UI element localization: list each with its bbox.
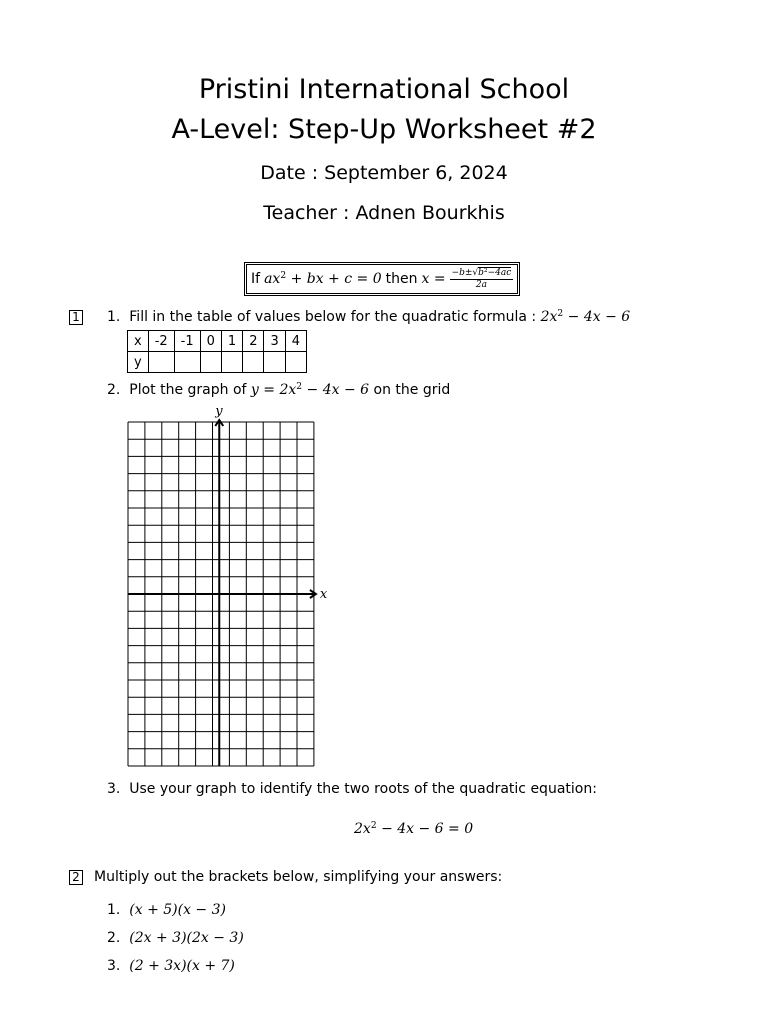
q2-text: Multiply out the brackets below, simplifying your answers:: [94, 869, 503, 885]
q2-item-expression: (x + 5)(x − 3): [129, 902, 226, 918]
values-table: [127, 330, 307, 373]
formula-fraction: $\frac{-b\pm√b^2-4ac}{2a}$: [451, 267, 512, 290]
quadratic-formula-box: [246, 264, 518, 294]
x-value-cell: 2: [243, 331, 264, 352]
q1-part-3-text: Use your graph to identify the two roots of the quadratic equation:: [129, 781, 597, 797]
formula-lhs: $ax^2$ + bx + c = 0: [264, 271, 382, 287]
q2-item-number: 3.: [107, 958, 121, 974]
q1-part-1-math: $2x^2 - 4x - 6$: [540, 309, 631, 325]
worksheet-title: A-Level: Step-Up Worksheet #2: [171, 114, 597, 145]
date-label: Date: [260, 162, 306, 184]
y-value-cell[interactable]: [285, 352, 306, 373]
q2-item-number: 2.: [107, 930, 121, 946]
y-value-cell[interactable]: [221, 352, 242, 373]
formula-then: then: [385, 271, 418, 287]
x-value-cell: -2: [148, 331, 174, 352]
teacher-value: Adnen Bourkhis: [355, 202, 505, 224]
date-line: Date : September 6, 2024: [260, 162, 508, 184]
x-value-cell: 3: [264, 331, 285, 352]
q2-item-expression: (2x + 3)(2x − 3): [129, 930, 244, 946]
q1-part-2-number: 2.: [107, 382, 121, 398]
q1-part-2: [107, 382, 450, 398]
values-table-x-row: [128, 331, 307, 352]
question-2-number: 2: [69, 870, 83, 885]
y-value-cell[interactable]: [264, 352, 285, 373]
q1-part-3: [107, 781, 597, 797]
y-label-cell: y: [128, 352, 149, 373]
x-axis: [128, 590, 316, 598]
teacher-label: Teacher: [263, 202, 337, 224]
q1-part-1-text: Fill in the table of values below for the quadratic formula :: [129, 309, 537, 325]
y-axis-label: y: [215, 404, 223, 419]
formula-if: If: [251, 271, 261, 287]
y-value-cell[interactable]: [148, 352, 174, 373]
x-value-cell: 1: [221, 331, 242, 352]
x-value-cell: 4: [285, 331, 306, 352]
q1-part-1: [107, 309, 630, 325]
q2-item: [107, 930, 244, 946]
q2-item-number: 1.: [107, 902, 121, 918]
teacher-line: Teacher : Adnen Bourkhis: [263, 202, 505, 224]
q1-equation: $2x^2 - 4x - 6 = 0$: [354, 821, 474, 837]
q2-item: [107, 902, 226, 918]
x-axis-label: x: [319, 587, 328, 602]
q2-item: [107, 958, 235, 974]
q2-item-expression: (2 + 3x)(x + 7): [129, 958, 235, 974]
x-value-cell: -1: [174, 331, 200, 352]
q1-part-2-math: $y = 2x^2 - 4x - 6$: [250, 382, 370, 398]
values-table-y-row: [128, 352, 307, 373]
q1-part-3-number: 3.: [107, 781, 121, 797]
question-1-number: 1: [69, 310, 83, 325]
x-value-cell: 0: [200, 331, 221, 352]
school-title: Pristini International School: [198, 74, 570, 105]
formula-x-eq: x =: [421, 271, 446, 287]
y-value-cell[interactable]: [174, 352, 200, 373]
q1-part-2-text: Plot the graph of: [129, 382, 247, 398]
graph-grid[interactable]: [118, 402, 338, 772]
q1-part-2-text-end: on the grid: [373, 382, 451, 398]
q1-part-1-number: 1.: [107, 309, 121, 325]
x-label-cell: x: [128, 331, 149, 352]
date-value: September 6, 2024: [324, 162, 508, 184]
y-value-cell[interactable]: [200, 352, 221, 373]
y-value-cell[interactable]: [243, 352, 264, 373]
